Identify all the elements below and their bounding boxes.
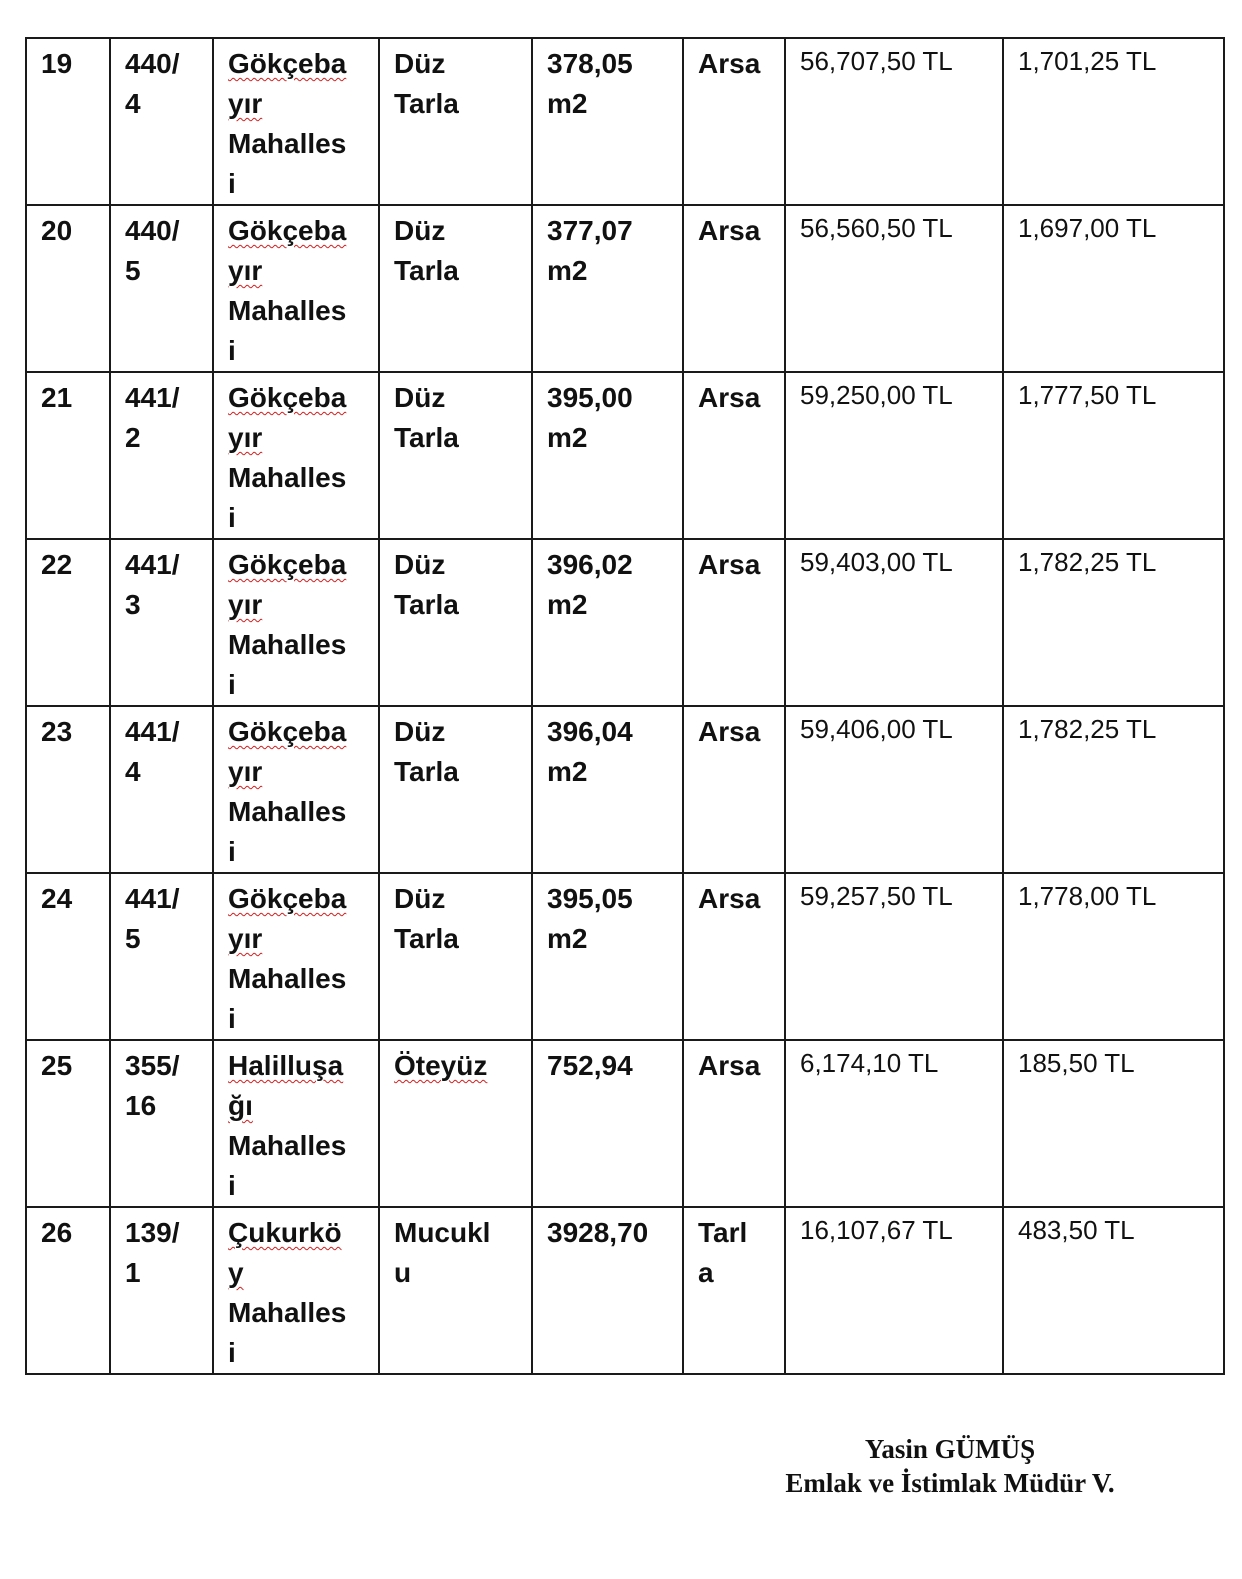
type-cell [683,1207,785,1374]
neighborhood-cell-line: yır [228,589,263,620]
area-cell [532,539,683,706]
location-cell [379,539,532,706]
parcel-cell [110,38,213,205]
neighborhood-cell-line: Gökçeba [228,716,347,747]
value-cell-text: 59,406,00 TL [800,714,953,744]
row-number-cell [26,38,110,205]
type-cell-line: Tarl [698,1217,748,1248]
type-cell-line: a [698,1257,714,1288]
location-cell-line: Düz [394,549,446,580]
location-cell-line: Tarla [394,255,459,286]
neighborhood-cell-line: i [228,1170,236,1201]
area-cell [532,372,683,539]
location-cell-line: Tarla [394,923,459,954]
area-cell-line: 377,07 [547,215,633,246]
value-cell-text: 56,560,50 TL [800,213,953,243]
fee-cell-text: 1,697,00 TL [1018,213,1157,243]
fee-cell-text: 1,782,25 TL [1018,714,1157,744]
area-cell-line: 752,94 [547,1050,633,1081]
value-cell [785,372,1003,539]
value-cell [785,205,1003,372]
location-cell-line: Tarla [394,589,459,620]
row-number-cell [26,372,110,539]
neighborhood-cell-line: Gökçeba [228,549,347,580]
row-number-cell-text: 22 [41,549,73,580]
value-cell [785,38,1003,205]
fee-cell-text: 185,50 TL [1018,1048,1135,1078]
table-row [26,706,1224,873]
parcel-cell-line: 5 [125,255,141,286]
parcel-cell [110,372,213,539]
location-cell-line: Düz [394,883,446,914]
neighborhood-cell-line: Halilluşa [228,1050,344,1081]
parcel-cell-line: 139/ [125,1217,180,1248]
fee-cell [1003,205,1224,372]
area-cell [532,706,683,873]
table-row [26,1207,1224,1374]
table-row [26,873,1224,1040]
table-row [26,38,1224,205]
table-row [26,1040,1224,1207]
neighborhood-cell-line: Gökçeba [228,48,347,79]
fee-cell-text: 483,50 TL [1018,1215,1135,1245]
neighborhood-cell-line: Mahalles [228,1130,347,1161]
row-number-cell-text: 20 [41,215,73,246]
neighborhood-cell [213,38,379,205]
neighborhood-cell-line: yır [228,422,263,453]
neighborhood-cell-line: i [228,168,236,199]
neighborhood-cell-line: Mahalles [228,629,347,660]
type-cell [683,38,785,205]
area-cell-line: 3928,70 [547,1217,649,1248]
neighborhood-cell-line: Mahalles [228,295,347,326]
parcel-cell [110,1207,213,1374]
area-cell [532,38,683,205]
parcel-cell [110,205,213,372]
fee-cell [1003,873,1224,1040]
value-cell [785,1207,1003,1374]
parcel-cell-line: 441/ [125,549,180,580]
type-cell [683,873,785,1040]
area-cell-line: m2 [547,255,588,286]
fee-cell [1003,372,1224,539]
row-number-cell-text: 24 [41,883,73,914]
value-cell-text: 59,250,00 TL [800,380,953,410]
neighborhood-cell [213,372,379,539]
value-cell [785,873,1003,1040]
area-cell-line: 395,00 [547,382,633,413]
row-number-cell-text: 26 [41,1217,73,1248]
type-cell [683,372,785,539]
area-cell [532,1040,683,1207]
parcel-cell-line: 441/ [125,382,180,413]
parcel-cell-line: 440/ [125,48,180,79]
neighborhood-cell-line: i [228,669,236,700]
neighborhood-cell-line: Mahalles [228,462,347,493]
location-cell-line: Tarla [394,422,459,453]
row-number-cell [26,1207,110,1374]
row-number-cell [26,1040,110,1207]
parcel-cell-line: 2 [125,422,141,453]
value-cell-text: 6,174,10 TL [800,1048,939,1078]
neighborhood-cell-line: yır [228,88,263,119]
fee-cell [1003,706,1224,873]
type-cell-line: Arsa [698,549,761,580]
neighborhood-cell-line: yır [228,923,263,954]
fee-cell [1003,539,1224,706]
area-cell-line: 395,05 [547,883,633,914]
row-number-cell [26,706,110,873]
neighborhood-cell-line: Gökçeba [228,883,347,914]
value-cell-text: 59,257,50 TL [800,881,953,911]
parcel-cell [110,1040,213,1207]
neighborhood-cell [213,706,379,873]
location-cell-line: u [394,1257,412,1288]
fee-cell [1003,38,1224,205]
type-cell-line: Arsa [698,215,761,246]
table-row [26,372,1224,539]
signature-block [720,1432,1180,1500]
neighborhood-cell-line: yır [228,756,263,787]
type-cell-line: Arsa [698,883,761,914]
location-cell [379,38,532,205]
parcel-cell-line: 16 [125,1090,157,1121]
parcel-cell-line: 4 [125,88,141,119]
area-cell [532,1207,683,1374]
table-row [26,205,1224,372]
area-cell-line: 396,02 [547,549,633,580]
area-cell [532,873,683,1040]
parcel-cell-line: 441/ [125,716,180,747]
neighborhood-cell-line: Gökçeba [228,215,347,246]
neighborhood-cell [213,1207,379,1374]
location-cell [379,873,532,1040]
neighborhood-cell-line: Gökçeba [228,382,347,413]
location-cell-line: Tarla [394,756,459,787]
fee-cell-text: 1,778,00 TL [1018,881,1157,911]
location-cell-line: Düz [394,716,446,747]
row-number-cell-text: 23 [41,716,73,747]
area-cell-line: m2 [547,756,588,787]
area-cell-line: m2 [547,88,588,119]
signatory-title: Emlak ve İstimlak Müdür V. [785,1468,1115,1498]
fee-cell-text: 1,701,25 TL [1018,46,1157,76]
location-cell-line: Mucukl [394,1217,491,1248]
row-number-cell-text: 19 [41,48,73,79]
location-cell [379,1207,532,1374]
parcel-cell-line: 355/ [125,1050,180,1081]
parcel-cell-line: 5 [125,923,141,954]
location-cell [379,205,532,372]
neighborhood-cell [213,205,379,372]
neighborhood-cell [213,539,379,706]
table-row [26,539,1224,706]
location-cell-line: Düz [394,215,446,246]
neighborhood-cell-line: ğı [228,1090,253,1121]
area-cell-line: m2 [547,923,588,954]
row-number-cell [26,873,110,1040]
area-cell [532,205,683,372]
type-cell-line: Arsa [698,48,761,79]
area-cell-line: m2 [547,422,588,453]
neighborhood-cell [213,1040,379,1207]
neighborhood-cell-line: i [228,335,236,366]
neighborhood-cell-line: i [228,502,236,533]
location-cell [379,1040,532,1207]
type-cell-line: Arsa [698,1050,761,1081]
neighborhood-cell-line: i [228,1337,236,1368]
neighborhood-cell-line: Mahalles [228,128,347,159]
neighborhood-cell-line: Mahalles [228,1297,347,1328]
parcel-cell-line: 3 [125,589,141,620]
type-cell [683,1040,785,1207]
row-number-cell [26,539,110,706]
type-cell [683,205,785,372]
row-number-cell-text: 25 [41,1050,73,1081]
property-table [25,37,1225,1375]
neighborhood-cell-line: yır [228,255,263,286]
fee-cell-text: 1,782,25 TL [1018,547,1157,577]
value-cell-text: 16,107,67 TL [800,1215,953,1245]
type-cell [683,539,785,706]
location-cell [379,706,532,873]
neighborhood-cell-line: i [228,1003,236,1034]
type-cell [683,706,785,873]
value-cell [785,539,1003,706]
neighborhood-cell-line: Mahalles [228,796,347,827]
neighborhood-cell [213,873,379,1040]
signatory-name: Yasin GÜMÜŞ [864,1434,1036,1464]
location-cell-line: Tarla [394,88,459,119]
parcel-cell-line: 441/ [125,883,180,914]
neighborhood-cell-line: Çukurkö [228,1217,342,1248]
row-number-cell-text: 21 [41,382,73,413]
parcel-cell [110,873,213,1040]
type-cell-line: Arsa [698,716,761,747]
fee-cell [1003,1207,1224,1374]
value-cell [785,1040,1003,1207]
area-cell-line: 378,05 [547,48,633,79]
neighborhood-cell-line: i [228,836,236,867]
neighborhood-cell-line: Mahalles [228,963,347,994]
type-cell-line: Arsa [698,382,761,413]
value-cell-text: 59,403,00 TL [800,547,953,577]
parcel-cell [110,706,213,873]
value-cell-text: 56,707,50 TL [800,46,953,76]
parcel-cell-line: 4 [125,756,141,787]
row-number-cell [26,205,110,372]
location-cell-line: Düz [394,382,446,413]
parcel-cell-line: 1 [125,1257,141,1288]
fee-cell [1003,1040,1224,1207]
parcel-cell [110,539,213,706]
value-cell [785,706,1003,873]
location-cell-line: Düz [394,48,446,79]
area-cell-line: 396,04 [547,716,633,747]
fee-cell-text: 1,777,50 TL [1018,380,1157,410]
neighborhood-cell-line: y [228,1257,244,1288]
location-cell-line: Öteyüz [394,1050,488,1081]
area-cell-line: m2 [547,589,588,620]
location-cell [379,372,532,539]
parcel-cell-line: 440/ [125,215,180,246]
